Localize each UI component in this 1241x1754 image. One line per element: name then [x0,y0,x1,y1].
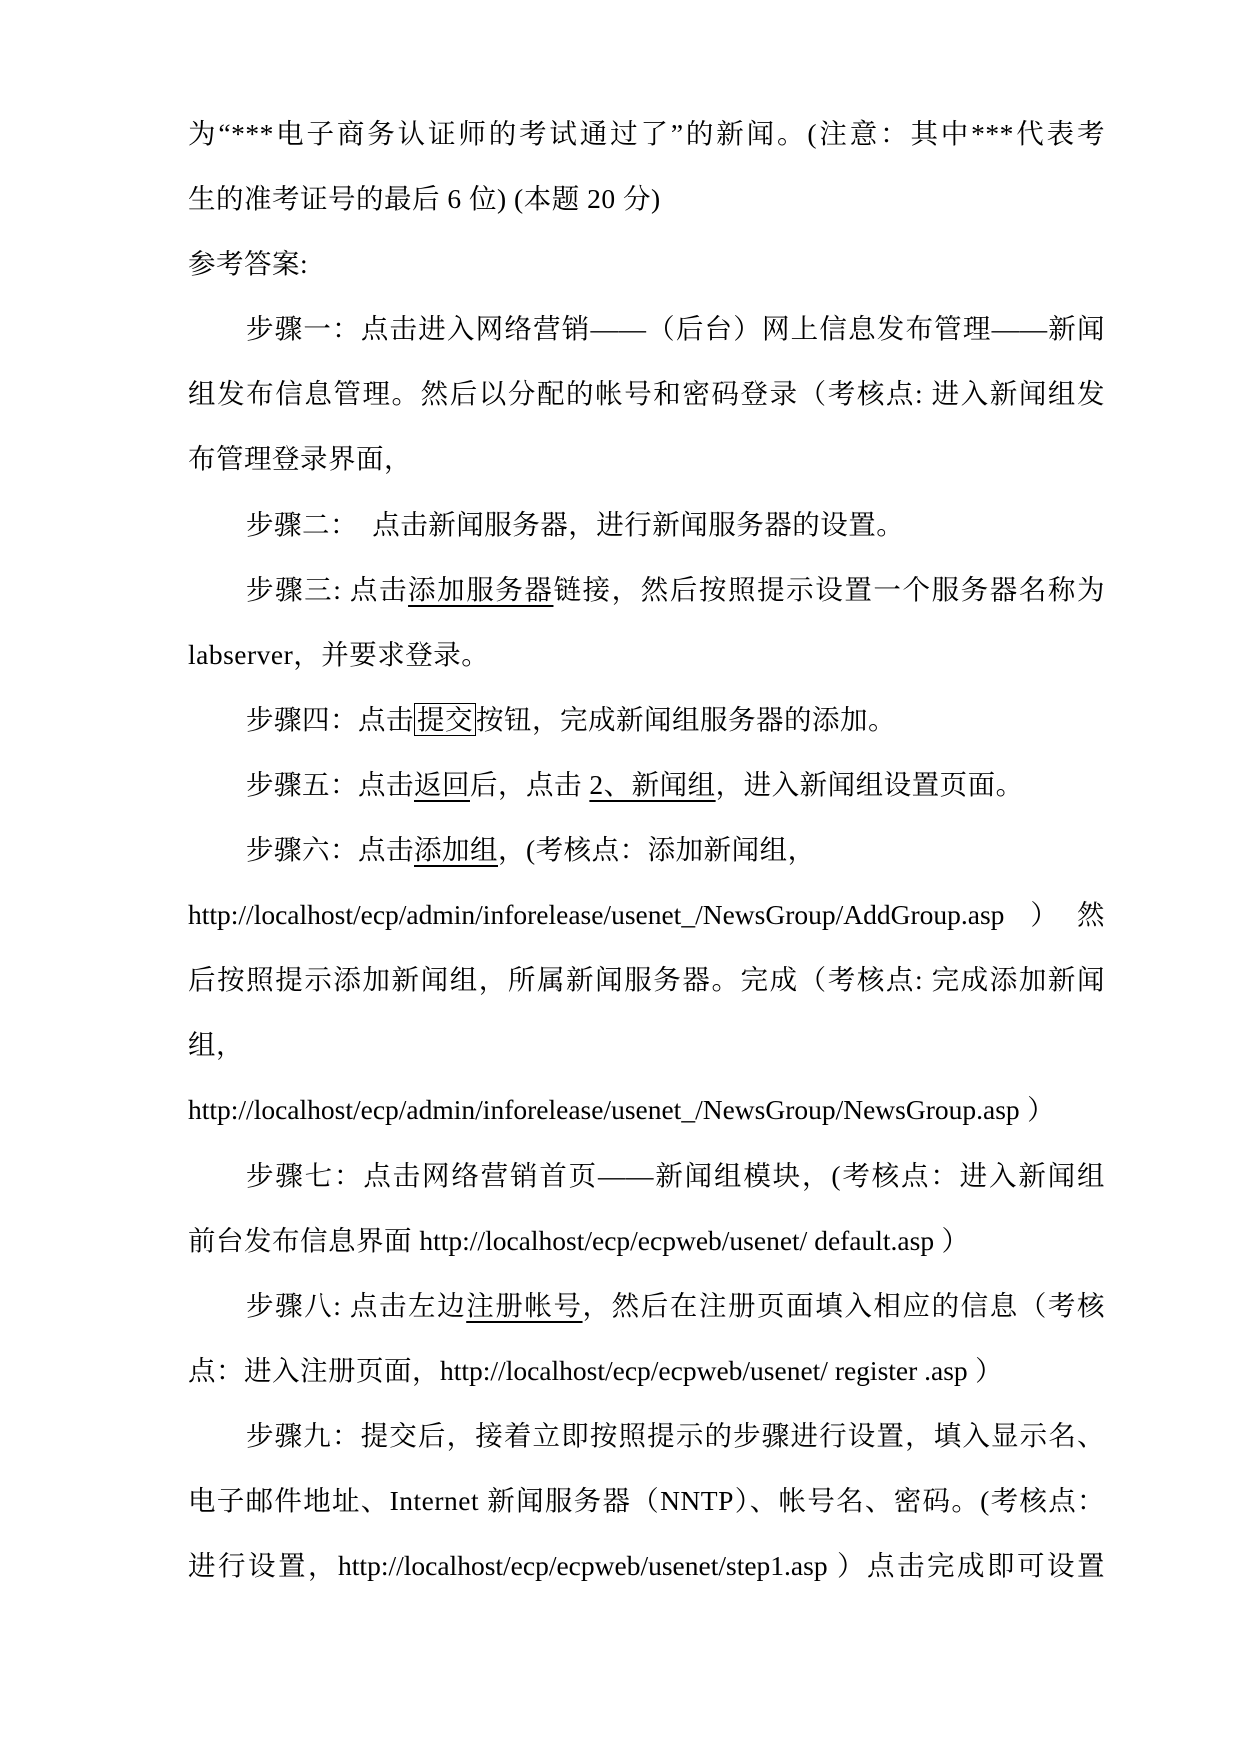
step-4-line [188,687,1105,752]
step-1-line: 步骤一：点击进入网络营销——（后台）网上信息发布管理——新闻 [246,313,1105,345]
question-text-line: 为“***电子商务认证师的考试通过了”的新闻。(注意：其中***代表考 [188,118,1105,149]
line-text: 步骤四：点击 [246,703,414,735]
step-9-line: 步骤九：提交后，接着立即按照提示的步骤进行设置，填入显示名、 [246,1419,1105,1451]
back-link-text: 返回 [414,768,470,800]
line-text: ，(考核点：添加新闻组， [498,834,816,866]
line-text: ，进入新闻组设置页面。 [715,768,1024,800]
url-text: http://localhost/ecp/ecpweb/usenet/step1.asp [338,1550,828,1582]
line-text: ）点击完成即可设置 [827,1550,1105,1582]
newsgroup-link-text: 2、新闻组 [589,768,716,800]
question-text-line: 生的准考证号的最后 6 位) (本题 20 分) [188,183,661,215]
step-6-line: 后按照提示添加新闻组，所属新闻服务器。完成（考核点: 完成添加新闻 [188,964,1105,996]
step-3-line: labserver，并要求登录。 [188,638,490,670]
step-3-line [188,557,1105,622]
line-text: 按钮，完成新闻组服务器的添加。 [476,703,896,735]
url-text: http://localhost/ecp/ecpweb/usenet/ register .asp [440,1354,968,1386]
line-text: 步骤六：点击 [246,834,414,866]
step-6-line: 组， [188,1029,244,1061]
step-7-line [188,1208,1105,1273]
step-6-line [188,882,1105,947]
line-text: 点：进入注册页面， [188,1354,440,1386]
url-text: http://localhost/ecp/admin/inforelease/usenet_/NewsGroup/AddGroup.asp [188,899,1005,931]
step-7-line: 步骤七：点击网络营销首页——新闻组模块，(考核点：进入新闻组 [246,1159,1105,1191]
line-text: 步骤八: 点击左边 [246,1289,467,1321]
step-2-line: 步骤二： 点击新闻服务器，进行新闻服务器的设置。 [246,508,905,540]
step-9-line: 电子邮件地址、Internet 新闻服务器（NNTP）、帐号名、密码。(考核点： [188,1484,1105,1516]
line-text: ）然 [1004,899,1105,931]
add-server-link-text: 添加服务器 [408,573,554,605]
line-text: 步骤五：点击 [246,768,414,800]
step-8-line [188,1338,1105,1403]
answer-heading: 参考答案: [188,248,309,280]
step-8-line [188,1273,1105,1338]
line-text: 后，点击 [470,768,590,800]
step-9-line [188,1533,1105,1598]
line-text: ，然后在注册页面填入相应的信息（考核 [582,1289,1105,1321]
register-account-link-text: 注册帐号 [466,1289,583,1321]
submit-button-label: 提交 [414,703,476,736]
url-text: http://localhost/ecp/admin/inforelease/usenet_/NewsGroup/NewsGroup.asp [188,1094,1020,1126]
line-text: 步骤三: 点击 [246,573,409,605]
line-text: 链接，然后按照提示设置一个服务器名称为 [553,573,1105,605]
add-group-link-text: 添加组 [414,834,498,866]
step-6-line [188,1077,1105,1142]
line-text: 进行设置， [188,1550,339,1582]
step-1-line: 布管理登录界面， [188,443,412,475]
line-text: ） [934,1224,970,1256]
document-body [188,101,1105,1598]
line-text: 前台发布信息界面 [188,1224,420,1256]
step-1-line: 组发布信息管理。然后以分配的帐号和密码登录（考核点: 进入新闻组发 [188,378,1105,410]
step-5-line [188,752,1105,817]
line-text: ） [1019,1094,1056,1126]
line-text: ） [967,1354,1004,1386]
url-text: http://localhost/ecp/ecpweb/usenet/ default.asp [419,1224,935,1256]
step-6-line [188,817,1105,882]
